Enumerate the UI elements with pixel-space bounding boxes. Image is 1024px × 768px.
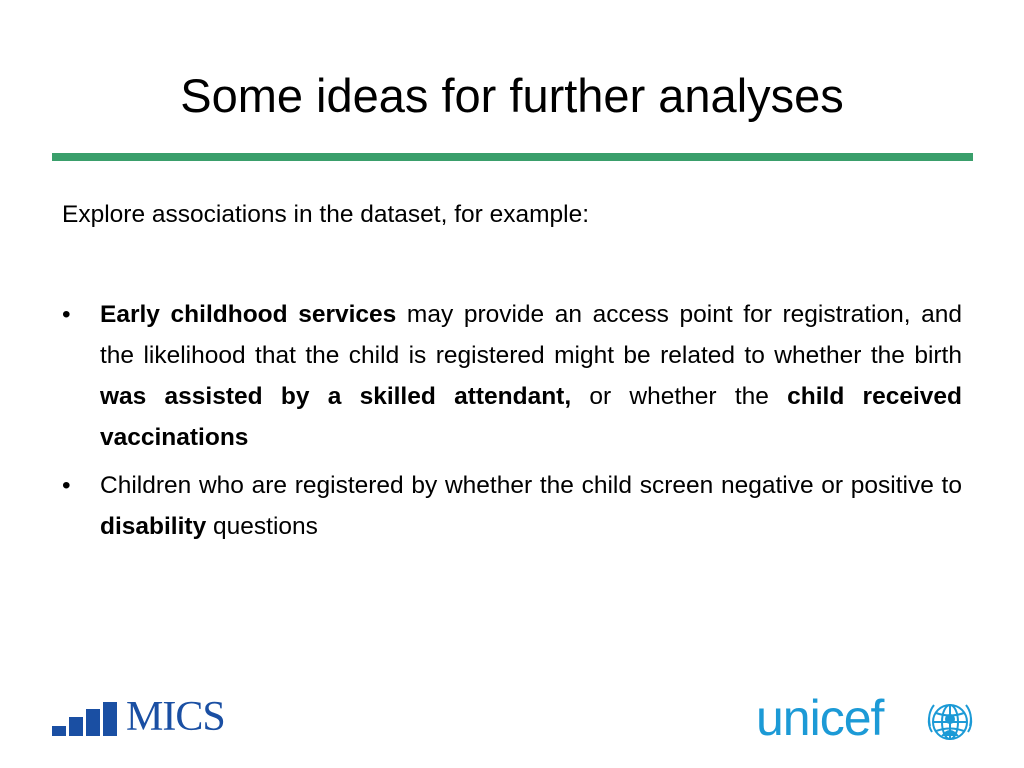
bullet-text: may provide an access point for registration, and the likelihood that the child is registered might be related to whether the birth xyxy=(100,301,962,369)
mics-bar xyxy=(103,702,117,736)
mics-logo-text: MICS xyxy=(126,694,225,740)
mics-bar xyxy=(52,726,66,736)
mics-bar xyxy=(86,709,100,736)
bullet-marker: • xyxy=(62,301,71,328)
unicef-emblem-icon xyxy=(924,696,976,748)
bullet-text-bold: child received vaccinations xyxy=(100,383,962,451)
mics-bar xyxy=(69,717,83,736)
intro-text: Explore associations in the dataset, for example: xyxy=(62,201,590,228)
mics-logo xyxy=(52,694,252,740)
bullet-item xyxy=(62,465,962,547)
bullet-list xyxy=(62,294,962,554)
bullet-text: or whether the xyxy=(571,383,788,410)
bullet-text-bold: was assisted by a skilled attendant, xyxy=(100,383,572,410)
bullet-text-bold: Early childhood services xyxy=(100,301,397,328)
title-divider xyxy=(52,153,973,161)
slide-title: Some ideas for further analyses xyxy=(180,69,844,122)
bullet-item xyxy=(62,294,962,458)
bullet-text-bold: disability xyxy=(100,513,207,540)
bullet-text: Children who are registered by whether the child screen negative or positive to xyxy=(100,472,962,499)
bullet-text: questions xyxy=(206,513,318,540)
bullet-marker: • xyxy=(62,472,71,499)
unicef-logo-text: unicef xyxy=(756,690,884,746)
unicef-logo xyxy=(756,692,978,752)
